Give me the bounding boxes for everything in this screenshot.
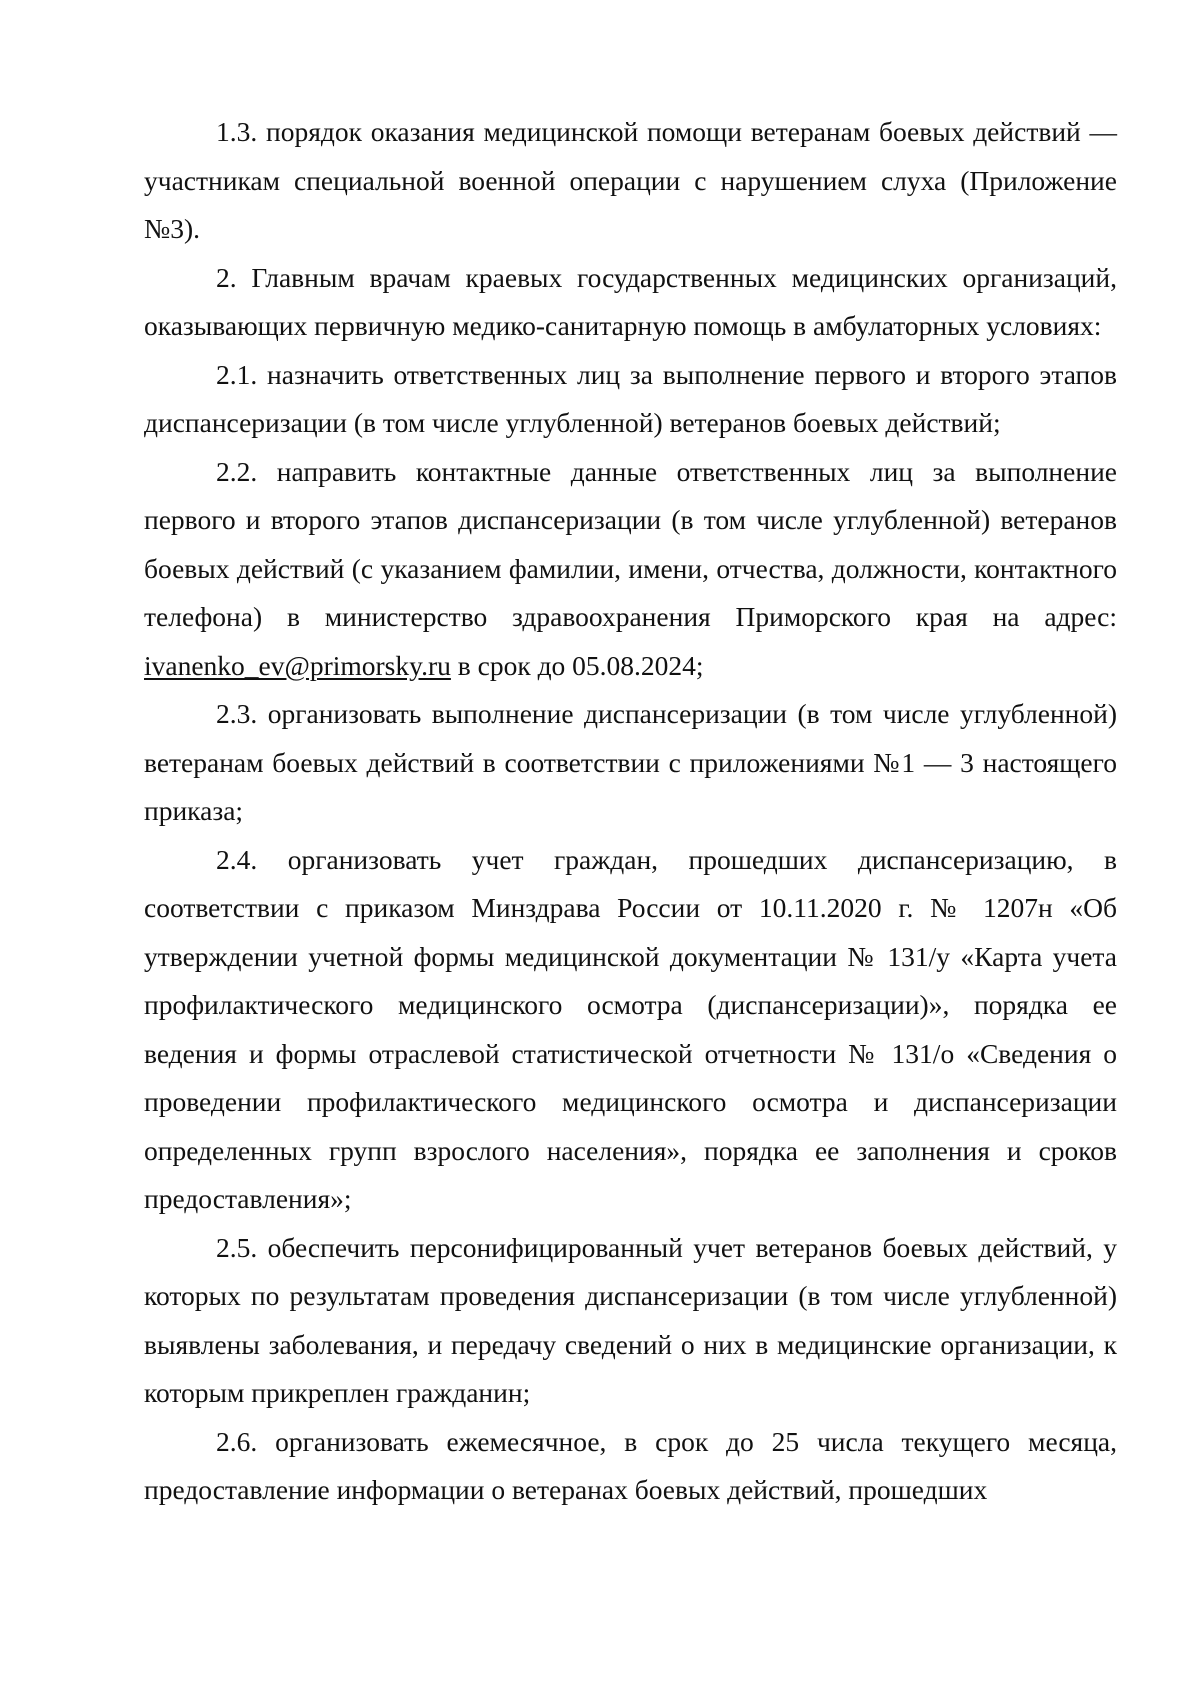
paragraph-2-6: 2.6. организовать ежемесячное, в срок до 25 числа текущего месяца, предоставление информации о ветеранах боевых действий, прошедших — [144, 1425, 1117, 1505]
paragraph-2-4: 2.4. организовать учет граждан, прошедших диспансеризацию, в соответствии с приказом Минздрава России от 10.11.2020 г. № 1207н «Об утверждении учетной формы медицинской документации № 131/у «Карта учета профилактического медицинского осмотра (диспансеризации)», порядка ее ведения и формы отраслевой статистической отчетности № 131/о «Сведения о проведении профилактического медицинского осмотра и диспансеризации определенных групп взрослого населения», порядка ее заполнения и сроков предоставления»; — [144, 843, 1117, 1214]
paragraph-2-3: 2.3. организовать выполнение диспансеризации (в том числе углубленной) ветеранам боевых действий в соответствии с приложениями №1 — 3 настоящего приказа; — [144, 698, 1117, 826]
paragraph-2-2 — [144, 448, 1117, 691]
paragraph-2-2-text-after: в срок до 05.08.2024; — [450, 649, 704, 681]
paragraph-2-1: 2.1. назначить ответственных лиц за выполнение первого и второго этапов диспансеризации (в том числе углубленной) ветеранов боевых действий; — [144, 358, 1117, 438]
paragraph-2: 2. Главным врачам краевых государственных медицинских организаций, оказывающих первичную медико-санитарную помощь в амбулаторных условиях: — [144, 261, 1117, 341]
document-page — [144, 108, 1117, 1515]
paragraph-2-2-text-before: 2.2. направить контактные данные ответственных лиц за выполнение первого и второго этапов диспансеризации (в том числе углубленной) ветеранов боевых действий (с указанием фамилии, имени, отчества, должности, контактного телефона) в министерство здравоохранения Приморского края на адрес: — [144, 455, 1117, 632]
paragraph-1-3: 1.3. порядок оказания медицинской помощи ветеранам боевых действий — участникам специальной военной операции с нарушением слуха (Приложение №3). — [144, 116, 1117, 244]
email-link[interactable]: ivanenko_ev@primorsky.ru — [144, 649, 451, 681]
paragraph-2-5: 2.5. обеспечить персонифицированный учет ветеранов боевых действий, у которых по результатам проведения диспансеризации (в том числе углубленной) выявлены заболевания, и передачу сведений о них в медицинские организации, к которым прикреплен гражданин; — [144, 1231, 1117, 1408]
